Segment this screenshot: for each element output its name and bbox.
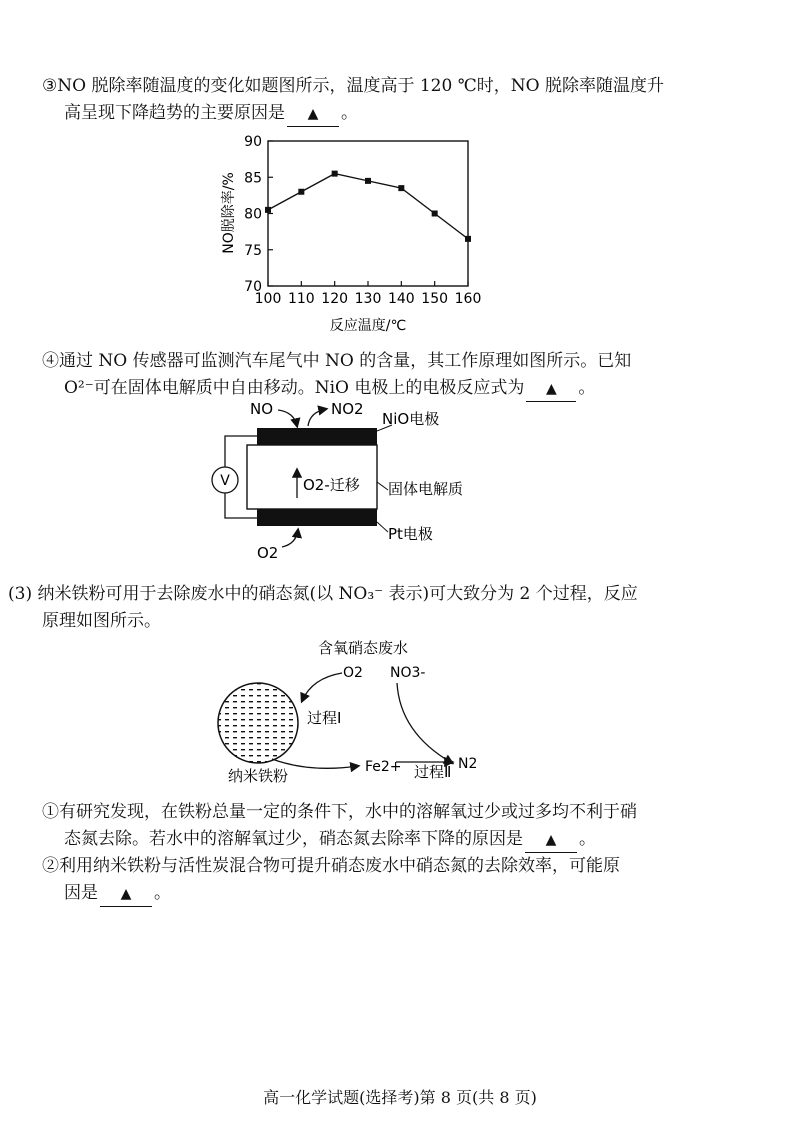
answer-blank[interactable] — [526, 376, 576, 402]
no-arrow — [278, 410, 297, 426]
y-axis-label: NO脱除率/% — [221, 172, 237, 254]
pt-electrode — [257, 509, 377, 526]
triangle-mark: ▲ — [545, 832, 557, 848]
no3-label: NO3- — [390, 665, 426, 681]
part3-line2: 原理如图所示。 — [42, 611, 161, 631]
sub1-line2-prefix: 态氮去除。若水中的溶解氧过少，硝态氮去除率下降的原因是 — [64, 829, 523, 849]
q3-line1: ③NO 脱除率随温度的变化如题图所示，温度高于 120 ℃时，NO 脱除率随温度升 — [42, 76, 664, 96]
sub2-line1: ②利用纳米铁粉与活性炭混合物可提升硝态废水中硝态氮的去除效率，可能原 — [42, 856, 620, 876]
electrolyte-label: 固体电解质 — [388, 480, 464, 498]
q3-line2 — [64, 101, 358, 127]
data-point — [398, 185, 404, 191]
answer-blank[interactable] — [100, 881, 152, 907]
n2-label: N2 — [458, 756, 478, 772]
x-tick-label: 120 — [321, 291, 349, 307]
y-tick-label: 70 — [244, 279, 262, 295]
o2-label: O2 — [257, 544, 279, 562]
no-text: NO — [250, 400, 274, 418]
x-tick-label: 150 — [421, 291, 449, 307]
x-axis-label: 反应温度/℃ — [329, 318, 407, 334]
sub1-line1: ①有研究发现，在铁粉总量一定的条件下，水中的溶解氧过少或过多均不利于硝 — [42, 802, 637, 822]
iron-diagram — [200, 633, 530, 785]
q4-line1: ④通过 NO 传感器可监测汽车尾气中 NO 的含量，其工作原理如图所示。已知 — [42, 351, 632, 371]
nio-label: NiO电极 — [382, 410, 440, 428]
plot-frame — [268, 141, 468, 286]
process1-label: 过程Ⅰ — [307, 709, 342, 727]
x-tick-label: 140 — [387, 291, 415, 307]
no-label — [250, 400, 273, 418]
o2-to-iron-arrow — [302, 673, 342, 701]
no-removal-chart — [215, 130, 485, 340]
no3-to-n2-arrow — [397, 683, 452, 763]
data-point — [365, 178, 371, 184]
wastewater-label: 含氧硝态废水 — [318, 639, 409, 657]
no2-label: NO2 — [331, 400, 364, 418]
x-tick-label: 130 — [354, 291, 382, 307]
migration-label: O2-迁移 — [303, 476, 360, 494]
electrolyte-leader — [377, 482, 388, 490]
sub2-line2-prefix: 因是 — [64, 883, 98, 903]
x-tick-label: 110 — [287, 291, 315, 307]
y-tick-label: 90 — [244, 134, 262, 150]
voltmeter-label: V — [220, 473, 230, 489]
data-point — [432, 211, 438, 217]
y-tick-label: 75 — [244, 242, 262, 259]
q3-line2-prefix: 高呈现下降趋势的主要原因是 — [64, 103, 285, 123]
triangle-mark: ▲ — [120, 886, 132, 902]
data-point — [332, 171, 338, 177]
part3-line1: (3) 纳米铁粉可用于去除废水中的硝态氮(以 NO₃⁻ 表示)可大致分为 2 个过程，反应 — [8, 584, 638, 604]
triangle-mark: ▲ — [546, 381, 557, 397]
iron-particle — [218, 683, 298, 763]
o2-label: O2 — [343, 665, 363, 681]
o2-arrow — [282, 530, 298, 547]
sensor-diagram — [200, 398, 500, 576]
y-tick-label: 85 — [244, 170, 262, 187]
no2-arrow — [308, 409, 326, 426]
nio-electrode — [257, 428, 377, 445]
q4-line2-prefix: O²⁻可在固体电解质中自由移动。NiO 电极上的电极反应式为 — [64, 378, 525, 398]
sub2-line2 — [64, 881, 171, 907]
q4-line2-suffix: 。 — [578, 378, 596, 398]
sub1-line2-suffix: 。 — [579, 829, 596, 849]
x-tick-label: 160 — [454, 291, 482, 307]
triangle-mark: ▲ — [307, 106, 319, 122]
fe2-label: Fe2+ — [365, 759, 402, 775]
answer-blank[interactable] — [525, 827, 577, 853]
process2-label: 过程Ⅱ — [414, 763, 452, 781]
y-tick-label: 80 — [244, 206, 262, 223]
iron-powder-label: 纳米铁粉 — [228, 767, 289, 785]
x-tick-label: 100 — [254, 291, 282, 307]
data-point — [298, 189, 304, 195]
pt-label: Pt电极 — [388, 525, 433, 543]
pt-leader — [377, 522, 388, 532]
page-footer: 高一化学试题(选择考)第 8 页(共 8 页) — [263, 1088, 537, 1107]
answer-blank[interactable] — [287, 101, 339, 127]
sub1-line2 — [64, 827, 596, 853]
sub2-line2-suffix: 。 — [154, 883, 171, 903]
q3-line2-suffix: 。 — [341, 103, 358, 123]
